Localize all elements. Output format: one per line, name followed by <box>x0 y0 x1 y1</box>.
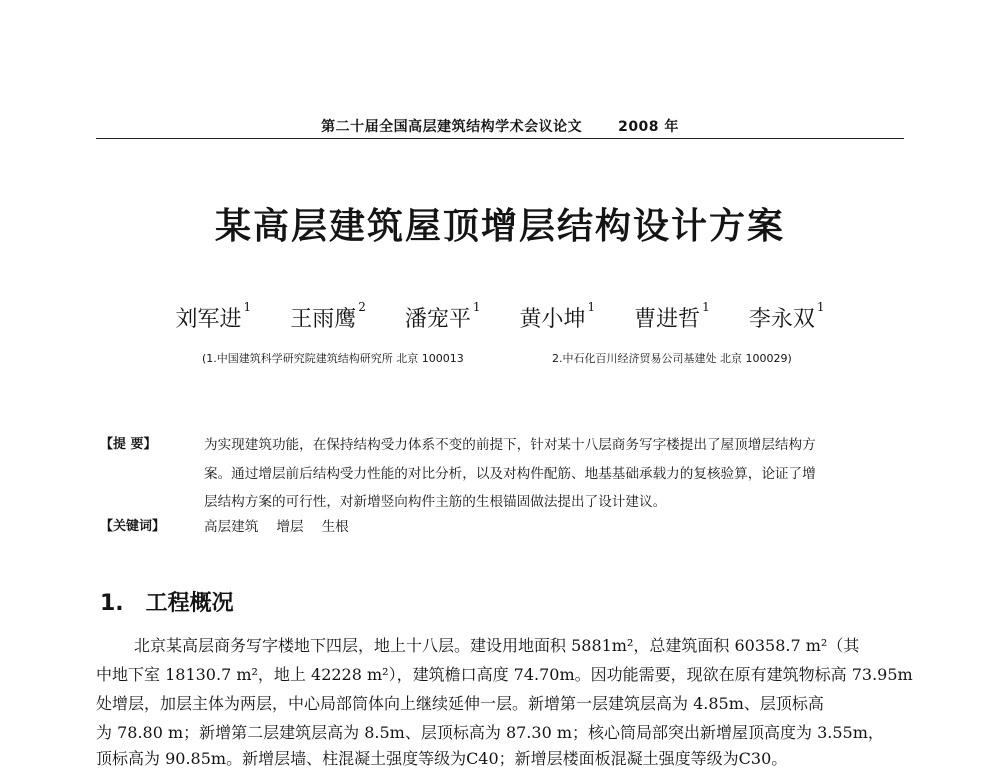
keywords-list <box>204 515 367 535</box>
conference-header <box>0 116 1000 136</box>
section-heading <box>100 586 234 617</box>
author: 刘军进 $^1$ <box>175 300 252 332</box>
header-rule <box>96 138 904 139</box>
body-line: 顶标高为 90.85m。新增层墙、柱混凝土强度等级为C40；新增层楼面板混凝土强度等级为C30。 <box>96 749 788 768</box>
author: 潘宠平 $^1$ <box>404 300 481 332</box>
author: 李永双 $^1$ <box>748 300 825 332</box>
affiliation-2: 2.中石化百川经济贸易公司基建处 北京 100029) <box>552 352 792 365</box>
abstract-line: 为实现建筑功能，在保持结构受力体系不变的前提下，针对某十八层商务写字楼提出了屋顶增层结构方 <box>204 437 816 453</box>
author: 王雨鹰 $^2$ <box>290 300 366 332</box>
section-number: 1. <box>100 591 124 616</box>
section-title: 工程概况 <box>145 591 234 616</box>
abstract-line: 层结构方案的可行性，对新增竖向构件主筋的生根锚固做法提出了设计建议。 <box>204 494 667 510</box>
body-line: 处增层，加层主体为两层，中心局部筒体向上继续延伸一层。新增第一层建筑层高为 4.85m、层顶标高 <box>96 694 824 713</box>
author: 黄小坤 $^1$ <box>519 300 596 332</box>
body-line: 为 78.80 m；新增第二层建筑层高为 8.5m、层顶标高为 87.30 m；核心筒局部突出新增屋顶高度为 3.55m， <box>96 723 884 742</box>
conference-name: 第二十届全国高层建筑结构学术会议论文 <box>321 119 583 135</box>
abstract-label: 【提 要】 <box>100 437 157 452</box>
author: 曹进哲 $^1$ <box>634 300 710 332</box>
abstract-line: 案。通过增层前后结构受力性能的对比分析，以及对构件配筋、地基基础承载力的复核验算，论证了增 <box>204 466 816 482</box>
body-line: 北京某高层商务写字楼地下四层，地上十八层。建设用地面积 5881m²，总建筑面积 60358.7 m²（其 <box>134 636 860 655</box>
keyword: 增层 <box>276 519 304 535</box>
keyword: 生根 <box>321 519 349 535</box>
keywords-label: 【关键词】 <box>100 519 166 534</box>
body-line: 中地下室 18130.7 m²，地上 42228 m²），建筑檐口高度 74.70m。因功能需要，现欲在原有建筑物标高 73.95m <box>96 665 913 684</box>
paper-title: 某高层建筑屋顶增层结构设计方案 <box>214 206 785 247</box>
conference-year: 2008 年 <box>618 119 679 135</box>
keyword: 高层建筑 <box>204 519 259 535</box>
author-list <box>0 302 1000 333</box>
affiliation-1: (1.中国建筑科学研究院建筑结构研究所 北京 100013 <box>202 352 464 365</box>
